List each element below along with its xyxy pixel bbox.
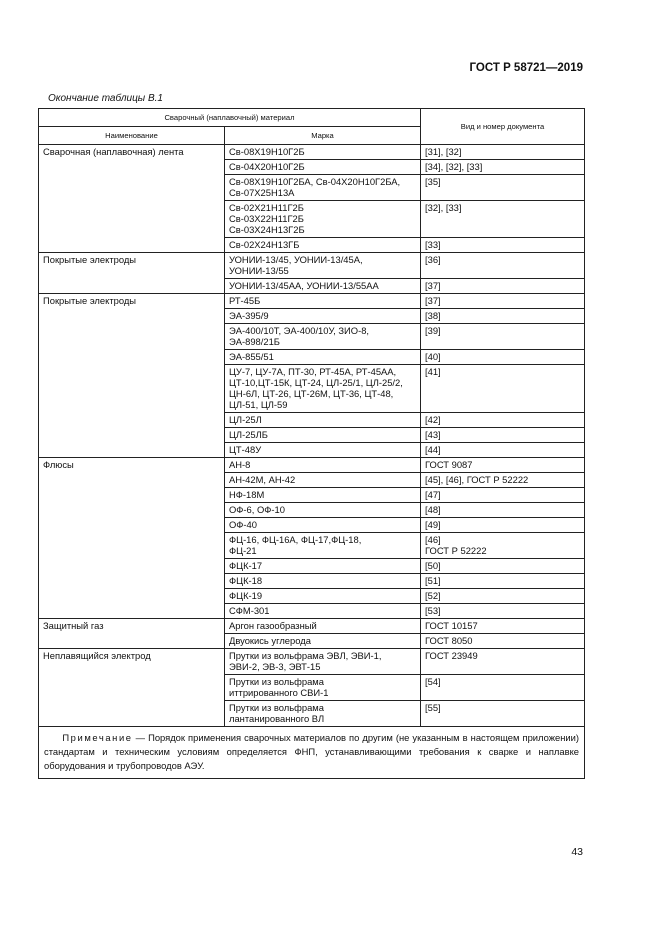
table-body — [39, 109, 585, 779]
header-row-1 — [39, 109, 585, 127]
mark-cell — [225, 634, 421, 649]
standard-number: ГОСТ Р 58721—2019 — [469, 62, 583, 74]
document-cell — [421, 574, 585, 589]
mark-line: ЭА-400/10Т, ЭА-400/10У, ЗИО-8, — [229, 325, 370, 336]
doc-line: [47] — [425, 489, 441, 500]
page-number: 43 — [571, 846, 583, 858]
doc-line: [35] — [425, 176, 441, 187]
mark-line: ЭА-898/21Б — [229, 336, 280, 347]
mark-line: ЦН-6Л, ЦТ-26, ЦТ-26М, ЦТ-36, ЦТ-48, — [229, 388, 394, 399]
mark-cell — [225, 238, 421, 253]
doc-line: [38] — [425, 310, 441, 321]
mark-cell — [225, 350, 421, 365]
doc-line: [54] — [425, 676, 441, 687]
mark-cell — [225, 701, 421, 727]
doc-column-header: Вид и номер документа — [421, 109, 585, 145]
table-note — [39, 727, 585, 779]
material-name-cell: Сварочная (наплавочная) лента — [39, 145, 225, 253]
mark-cell — [225, 559, 421, 574]
doc-line: ГОСТ 9087 — [425, 459, 473, 470]
document-cell — [421, 145, 585, 160]
doc-line: [41] — [425, 366, 441, 377]
doc-line: ГОСТ 23949 — [425, 650, 478, 661]
doc-line: ГОСТ 8050 — [425, 635, 473, 646]
mark-line: Прутки из вольфрама ЭВЛ, ЭВИ-1, — [229, 650, 382, 661]
doc-line: [53] — [425, 605, 441, 616]
mark-line: Аргон газообразный — [229, 620, 317, 631]
mark-line: НФ-18М — [229, 489, 265, 500]
doc-line: [49] — [425, 519, 441, 530]
mark-cell — [225, 175, 421, 201]
document-cell — [421, 309, 585, 324]
doc-line: ГОСТ 10157 — [425, 620, 478, 631]
doc-line: [45], [46], ГОСТ Р 52222 — [425, 474, 529, 485]
doc-line: [43] — [425, 429, 441, 440]
mark-line: ФЦК-17 — [229, 560, 263, 571]
doc-line: [55] — [425, 702, 441, 713]
doc-line: ГОСТ Р 52222 — [425, 545, 487, 556]
document-cell — [421, 589, 585, 604]
doc-line: [50] — [425, 560, 441, 571]
table-row — [39, 294, 585, 309]
mark-line: Св-03Х22Н11Г2Б — [229, 213, 304, 224]
table-row — [39, 458, 585, 473]
mark-line: Прутки из вольфрама — [229, 702, 324, 713]
doc-line: [36] — [425, 254, 441, 265]
mark-cell — [225, 279, 421, 294]
material-name-cell: Флюсы — [39, 458, 225, 619]
document-cell — [421, 443, 585, 458]
mark-line: Прутки из вольфрама — [229, 676, 324, 687]
mark-line: ЭА-395/9 — [229, 310, 269, 321]
doc-line: [39] — [425, 325, 441, 336]
mark-line: Св-08Х19Н10Г2Б — [229, 146, 305, 157]
mark-line: УОНИИ-13/45АА, УОНИИ-13/55АА — [229, 280, 379, 291]
mark-line: иттрированного СВИ-1 — [229, 687, 329, 698]
document-cell — [421, 619, 585, 634]
doc-line: [33] — [425, 239, 441, 250]
mark-line: лантанированного ВЛ — [229, 713, 325, 724]
document-cell — [421, 324, 585, 350]
document-cell — [421, 518, 585, 533]
document-cell — [421, 488, 585, 503]
mark-line: ОФ-6, ОФ-10 — [229, 504, 285, 515]
mark-line: УОНИИ-13/55 — [229, 265, 289, 276]
mark-line: УОНИИ-13/45, УОНИИ-13/45А, — [229, 254, 363, 265]
mark-line: Двуокись углерода — [229, 635, 311, 646]
material-name-cell: Покрытые электроды — [39, 253, 225, 294]
table-caption: Окончание таблицы В.1 — [48, 93, 163, 104]
document-cell — [421, 473, 585, 488]
doc-line: [31], [32] — [425, 146, 462, 157]
table-row — [39, 145, 585, 160]
mark-cell — [225, 503, 421, 518]
document-cell — [421, 634, 585, 649]
document-cell — [421, 649, 585, 675]
mark-column-header: Марка — [225, 127, 421, 145]
material-name-cell: Покрытые электроды — [39, 294, 225, 458]
mark-cell — [225, 413, 421, 428]
document-cell — [421, 701, 585, 727]
table-row — [39, 619, 585, 634]
note-row — [39, 727, 585, 779]
document-cell — [421, 294, 585, 309]
document-cell — [421, 428, 585, 443]
mark-cell — [225, 675, 421, 701]
mark-cell — [225, 589, 421, 604]
doc-line: [40] — [425, 351, 441, 362]
name-column-header: Наименование — [39, 127, 225, 145]
doc-line: [37] — [425, 280, 441, 291]
document-cell — [421, 350, 585, 365]
document-cell — [421, 503, 585, 518]
note-indent — [44, 732, 62, 743]
document-cell — [421, 160, 585, 175]
mark-line: ЦЛ-51, ЦЛ-59 — [229, 399, 288, 410]
document-cell — [421, 365, 585, 413]
mark-cell — [225, 160, 421, 175]
mark-cell — [225, 604, 421, 619]
mark-cell — [225, 619, 421, 634]
mark-cell — [225, 324, 421, 350]
mark-line: ОФ-40 — [229, 519, 257, 530]
document-cell — [421, 253, 585, 279]
mark-line: Св-02Х21Н11Г2Б — [229, 202, 304, 213]
document-cell — [421, 458, 585, 473]
document-cell — [421, 175, 585, 201]
doc-line: [34], [32], [33] — [425, 161, 483, 172]
mark-line: Св-03Х24Н13Г2Б — [229, 224, 305, 235]
mark-line: Св-04Х20Н10Г2Б — [229, 161, 305, 172]
mark-line: ЭА-855/51 — [229, 351, 274, 362]
mark-cell — [225, 649, 421, 675]
mark-line: ЭВИ-2, ЭВ-3, ЭВТ-15 — [229, 661, 321, 672]
mark-cell — [225, 518, 421, 533]
mark-line: ЦТ-10,ЦТ-15К, ЦТ-24, ЦЛ-25/1, ЦЛ-25/2, — [229, 377, 403, 388]
document-cell — [421, 533, 585, 559]
mark-cell — [225, 473, 421, 488]
material-name-cell: Защитный газ — [39, 619, 225, 649]
doc-line: [46] — [425, 534, 441, 545]
doc-line: [37] — [425, 295, 441, 306]
mark-cell — [225, 488, 421, 503]
doc-line: [32], [33] — [425, 202, 462, 213]
doc-line: [44] — [425, 444, 441, 455]
note-text: — Порядок применения сварочных материалов по другим (не указанным в настоящем приложении) стандартам и техническим условиям определяется ФНП, устанавливающими требования к сварке и наплавке оборудования и трубопроводов АЭУ. — [44, 732, 579, 771]
mark-cell — [225, 253, 421, 279]
mark-line: Св-07Х25Н13А — [229, 187, 295, 198]
doc-line: [52] — [425, 590, 441, 601]
mark-line: ФЦК-19 — [229, 590, 263, 601]
mark-cell — [225, 533, 421, 559]
document-cell — [421, 675, 585, 701]
doc-line: [42] — [425, 414, 441, 425]
mark-line: ЦЛ-25ЛБ — [229, 429, 268, 440]
note-label: Примечание — [62, 732, 133, 743]
mark-line: ЦТ-48У — [229, 444, 262, 455]
mark-cell — [225, 428, 421, 443]
mark-cell — [225, 145, 421, 160]
mark-cell — [225, 458, 421, 473]
doc-line: [48] — [425, 504, 441, 515]
mark-line: ФЦК-18 — [229, 575, 263, 586]
doc-line: [51] — [425, 575, 441, 586]
mark-line: Св-02Х24Н13ГБ — [229, 239, 300, 250]
mark-cell — [225, 309, 421, 324]
table-row — [39, 253, 585, 279]
mark-cell — [225, 443, 421, 458]
mark-line: РТ-45Б — [229, 295, 261, 306]
mark-cell — [225, 574, 421, 589]
document-cell — [421, 238, 585, 253]
document-cell — [421, 604, 585, 619]
mark-cell — [225, 201, 421, 238]
mark-line: ЦЛ-25Л — [229, 414, 262, 425]
mark-line: ФЦ-16, ФЦ-16А, ФЦ-17,ФЦ-18, — [229, 534, 362, 545]
mark-cell — [225, 294, 421, 309]
mark-line: Св-08Х19Н10Г2БА, Св-04Х20Н10Г2БА, — [229, 176, 401, 187]
materials-table — [38, 108, 585, 779]
table-row — [39, 649, 585, 675]
mark-line: СФМ-301 — [229, 605, 270, 616]
material-name-cell: Неплавящийся электрод — [39, 649, 225, 727]
document-cell — [421, 201, 585, 238]
document-cell — [421, 279, 585, 294]
mark-line: АН-42М, АН-42 — [229, 474, 296, 485]
mark-cell — [225, 365, 421, 413]
mark-line: ФЦ-21 — [229, 545, 257, 556]
group-header: Сварочный (наплавочный) материал — [39, 109, 421, 127]
document-cell — [421, 559, 585, 574]
document-cell — [421, 413, 585, 428]
mark-line: АН-8 — [229, 459, 251, 470]
mark-line: ЦУ-7, ЦУ-7А, ПТ-30, РТ-45А, РТ-45АА, — [229, 366, 397, 377]
